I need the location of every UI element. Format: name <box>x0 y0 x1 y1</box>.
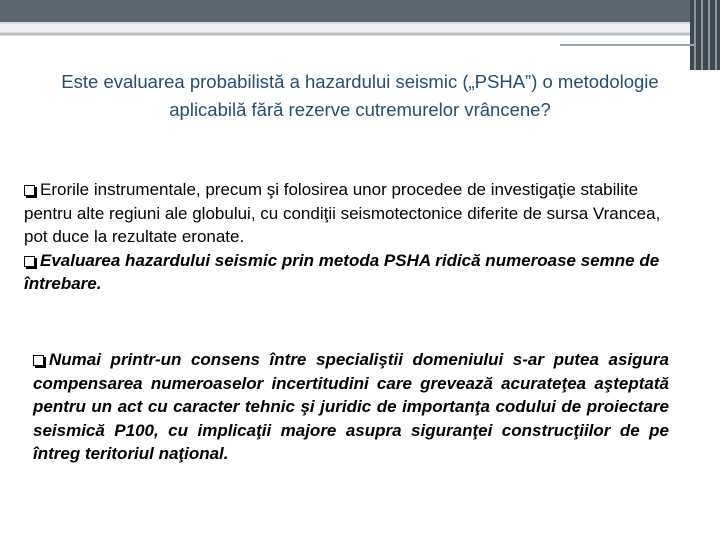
bullet-text: Evaluarea hazardului seismic prin metoda PSHA ridică numeroase semne de întrebare. <box>24 250 660 293</box>
corner-stripe <box>715 0 717 70</box>
header-bar <box>0 0 720 22</box>
header-underline <box>0 33 720 35</box>
corner-stripe <box>708 0 710 70</box>
header-strip <box>0 24 720 32</box>
corner-stripe <box>694 0 696 70</box>
checkbox-bullet-icon <box>33 355 44 366</box>
checkbox-bullet-icon <box>24 256 35 267</box>
corner-decoration <box>690 0 720 70</box>
title-accent-line <box>560 44 695 46</box>
list-item <box>33 348 669 466</box>
corner-stripe <box>701 0 703 70</box>
slide-title: Este evaluarea probabilistă a hazardului seismic („PSHA”) o metodologie aplicabilă fără rezerve cutremurelor vrâncene? <box>61 71 659 120</box>
bullet-list <box>24 178 684 296</box>
checkbox-bullet-icon <box>24 185 35 196</box>
bullet-text: Numai printr-un consens între specialiştii domeniului s-ar putea asigura compensarea numeroaselor incertitudini care grevează acurateţea aşteptată pentru un act cu caracter tehnic şi juridic de importanţa codului de proiectare seismică P100, cu implicaţii majore asupra siguranţei construcţiilor de pe întreg teritoriul naţional. <box>33 350 669 463</box>
list-item <box>24 249 684 296</box>
list-item <box>24 178 684 249</box>
bullet-text: Erorile instrumentale, precum şi folosirea unor procedee de investigaţie stabilite pentru alte regiuni ale globului, cu condiţii seismotectonice diferite de sursa Vrancea, pot duce la rezultate eronate. <box>24 180 661 246</box>
